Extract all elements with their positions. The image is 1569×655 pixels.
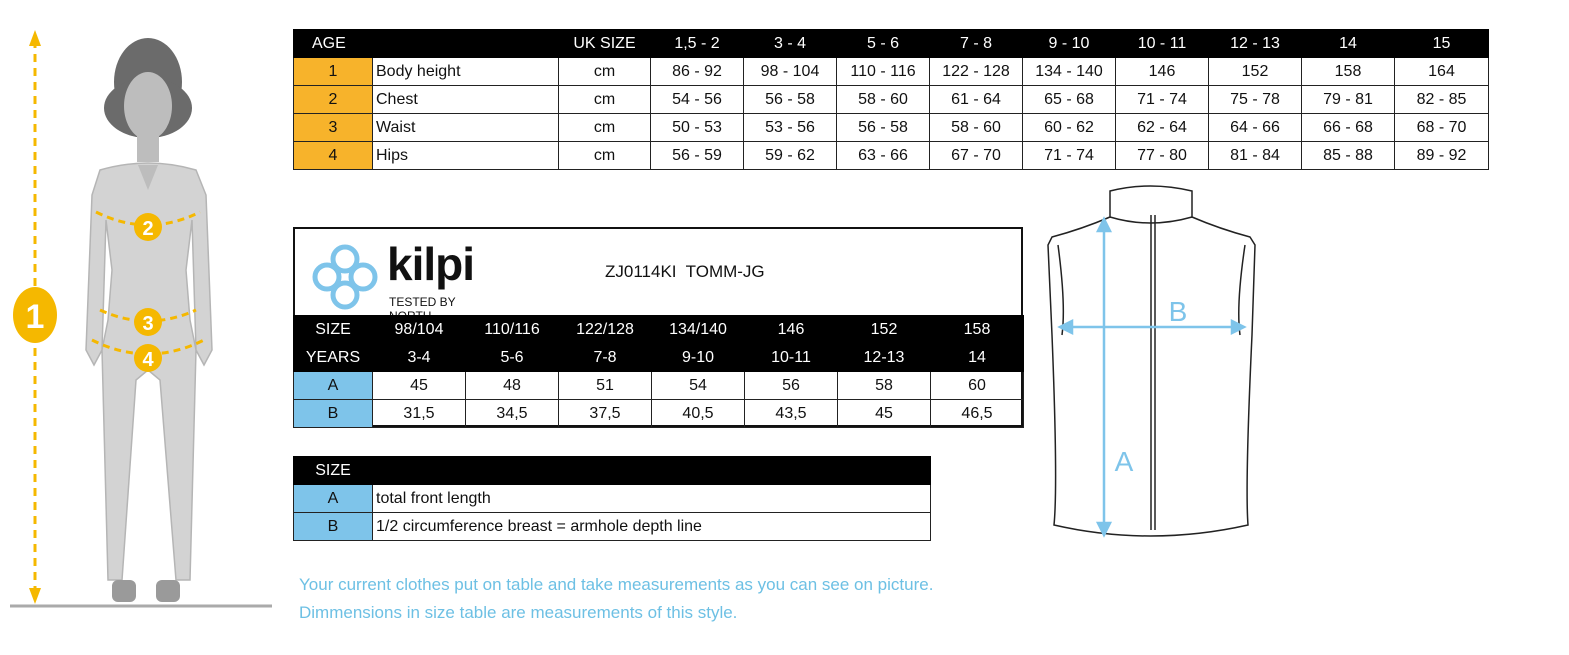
product-code: ZJ0114KI TOMM-JG	[605, 262, 765, 281]
row-key: B	[294, 400, 373, 428]
value-cell: 34,5	[466, 400, 559, 428]
table-header-row	[294, 316, 1024, 344]
note-1: Your current clothes put on table and take measurements as you can see on picture.	[299, 575, 934, 594]
kilpi-logo	[305, 235, 495, 311]
measure-a	[1098, 219, 1110, 535]
value-cell: 43,5	[745, 400, 838, 428]
value-cell: 45	[838, 400, 931, 428]
value-cell: 46,5	[931, 400, 1024, 428]
value-cell: 67 - 70	[930, 142, 1023, 170]
value-cell: 60 - 62	[1023, 114, 1116, 142]
value-cell: 61 - 64	[930, 86, 1023, 114]
marker-3	[134, 308, 162, 336]
vest-label-b: B	[1168, 296, 1188, 327]
value-cell: 86 - 92	[651, 58, 744, 86]
header-cell: 9 - 10	[1023, 30, 1116, 58]
value-cell: 53 - 56	[744, 114, 837, 142]
measure-name: Chest	[373, 86, 559, 114]
marker-1-label: 1	[25, 298, 45, 336]
row-key: A	[294, 372, 373, 400]
marker-2	[134, 213, 162, 241]
value-cell: 79 - 81	[1302, 86, 1395, 114]
value-cell: 158	[1302, 58, 1395, 86]
table-row	[294, 485, 931, 513]
measure-name: Body height	[373, 58, 559, 86]
table-header-row	[294, 344, 1024, 372]
header-blank	[373, 457, 931, 485]
value-cell: 65 - 68	[1023, 86, 1116, 114]
header-cell: 98/104	[373, 316, 466, 344]
value-cell: cm	[559, 58, 651, 86]
value-cell: 77 - 80	[1116, 142, 1209, 170]
table-row	[294, 58, 1489, 86]
table-row	[294, 114, 1489, 142]
value-cell: 63 - 66	[837, 142, 930, 170]
header-cell: 1,5 - 2	[651, 30, 744, 58]
row-number: 2	[294, 86, 373, 114]
header-cell: 10-11	[745, 344, 838, 372]
logo-tagline: TESTED BY	[389, 295, 456, 309]
header-cell: UK SIZE	[559, 30, 651, 58]
value-cell: 64 - 66	[1209, 114, 1302, 142]
logo-wordmark: kilpi	[387, 238, 475, 290]
header-cell: 7 - 8	[930, 30, 1023, 58]
header-cell: 12-13	[838, 344, 931, 372]
value-cell: 71 - 74	[1116, 86, 1209, 114]
header-cell: SIZE	[294, 457, 373, 485]
row-key: B	[294, 513, 373, 541]
measure-name: Waist	[373, 114, 559, 142]
value-cell: 60	[931, 372, 1024, 400]
value-cell: cm	[559, 142, 651, 170]
value-cell: 48	[466, 372, 559, 400]
header-cell: 146	[745, 316, 838, 344]
header-cell: AGE	[294, 30, 373, 58]
value-cell: 62 - 64	[1116, 114, 1209, 142]
table-row	[294, 400, 1024, 428]
measure-name: Hips	[373, 142, 559, 170]
header-cell	[373, 30, 559, 58]
marker-4-label: 4	[142, 349, 154, 371]
header-cell: 122/128	[559, 316, 652, 344]
header-cell: 5 - 6	[837, 30, 930, 58]
measurement-legend-table	[293, 456, 931, 541]
value-cell: 75 - 78	[1209, 86, 1302, 114]
measure-b	[1060, 321, 1244, 333]
header-cell: 12 - 13	[1209, 30, 1302, 58]
value-cell: 37,5	[559, 400, 652, 428]
value-cell: 66 - 68	[1302, 114, 1395, 142]
marker-4	[134, 344, 162, 372]
value-cell: 68 - 70	[1395, 114, 1489, 142]
product-size-table	[293, 315, 1024, 428]
header-cell: 134/140	[652, 316, 745, 344]
table-header-row	[294, 30, 1489, 58]
value-cell: 82 - 85	[1395, 86, 1489, 114]
body-size-table	[293, 29, 1489, 170]
header-cell: 158	[931, 316, 1024, 344]
table-header-row	[294, 457, 931, 485]
value-cell: 71 - 74	[1023, 142, 1116, 170]
header-cell: 110/116	[466, 316, 559, 344]
value-cell: 45	[373, 372, 466, 400]
header-cell: 7-8	[559, 344, 652, 372]
value-cell: 31,5	[373, 400, 466, 428]
value-cell: cm	[559, 86, 651, 114]
height-arrow-top	[29, 30, 41, 46]
value-cell: 54 - 56	[651, 86, 744, 114]
value-cell: 50 - 53	[651, 114, 744, 142]
value-cell: 56	[745, 372, 838, 400]
header-cell: 3-4	[373, 344, 466, 372]
body-measurement-figure	[0, 20, 280, 615]
value-cell: 89 - 92	[1395, 142, 1489, 170]
knot-logo-icon	[307, 239, 383, 315]
value-cell: 58 - 60	[837, 86, 930, 114]
value-cell: cm	[559, 114, 651, 142]
value-cell: 110 - 116	[837, 58, 930, 86]
value-cell: 56 - 58	[744, 86, 837, 114]
value-cell: 85 - 88	[1302, 142, 1395, 170]
value-cell: 56 - 58	[837, 114, 930, 142]
header-cell: 5-6	[466, 344, 559, 372]
header-cell: 14	[931, 344, 1024, 372]
value-cell: 58	[838, 372, 931, 400]
table-row	[294, 142, 1489, 170]
header-cell: 10 - 11	[1116, 30, 1209, 58]
value-cell: 98 - 104	[744, 58, 837, 86]
value-cell: 56 - 59	[651, 142, 744, 170]
note-2: Dimmensions in size table are measurements of this style.	[299, 603, 738, 622]
value-cell: 40,5	[652, 400, 745, 428]
value-cell: 134 - 140	[1023, 58, 1116, 86]
header-cell: 3 - 4	[744, 30, 837, 58]
product-size-panel	[293, 227, 1023, 427]
header-cell: 14	[1302, 30, 1395, 58]
value-cell: 51	[559, 372, 652, 400]
marker-2-label: 2	[142, 218, 154, 240]
marker-3-label: 3	[142, 313, 154, 335]
description-cell: total front length	[373, 485, 931, 513]
marker-1	[13, 287, 57, 343]
header-cell: 152	[838, 316, 931, 344]
value-cell: 81 - 84	[1209, 142, 1302, 170]
table-row	[294, 86, 1489, 114]
row-number: 4	[294, 142, 373, 170]
header-cell: YEARS	[294, 344, 373, 372]
value-cell: 58 - 60	[930, 114, 1023, 142]
row-number: 1	[294, 58, 373, 86]
value-cell: 146	[1116, 58, 1209, 86]
value-cell: 152	[1209, 58, 1302, 86]
vest-label-a: A	[1114, 446, 1134, 477]
vest-outline	[1048, 186, 1255, 536]
row-key: A	[294, 485, 373, 513]
header-cell: SIZE	[294, 316, 373, 344]
value-cell: 59 - 62	[744, 142, 837, 170]
vest-diagram	[1040, 185, 1265, 550]
header-cell: 9-10	[652, 344, 745, 372]
table-row	[294, 513, 931, 541]
value-cell: 122 - 128	[930, 58, 1023, 86]
row-number: 3	[294, 114, 373, 142]
description-cell: 1/2 circumference breast = armhole depth line	[373, 513, 931, 541]
header-cell: 15	[1395, 30, 1489, 58]
value-cell: 164	[1395, 58, 1489, 86]
height-arrow-bottom	[29, 588, 41, 604]
table-row	[294, 372, 1024, 400]
value-cell: 54	[652, 372, 745, 400]
